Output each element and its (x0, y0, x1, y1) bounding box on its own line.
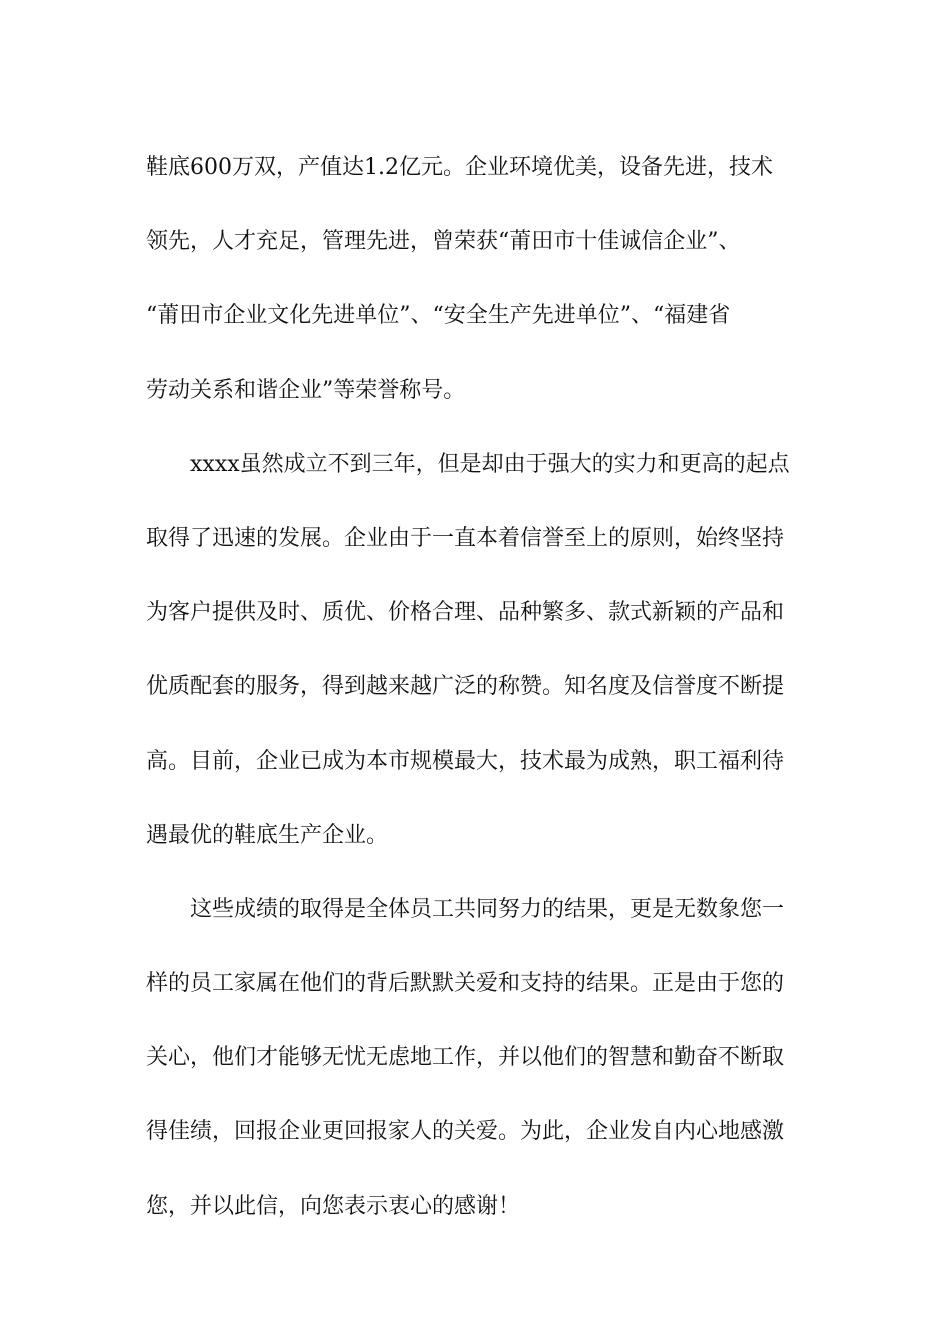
text-line: 高。目前，企业已成为本市规模最大，技术最为成熟，职工福利待 (146, 748, 785, 774)
paragraph-start-line: 这些成绩的取得是全体员工共同努力的结果，更是无数象您一 (190, 896, 785, 922)
text-line: 劳动关系和谐企业”等荣誉称号。 (146, 377, 466, 403)
text-line: 您，并以此信，向您表示衷心的感谢！ (146, 1193, 521, 1219)
text-line: 优质配套的服务，得到越来越广泛的称赞。知名度及信誉度不断提 (146, 674, 785, 700)
text-line: 关心，他们才能够无忧无虑地工作，并以他们的智慧和勤奋不断取 (146, 1045, 785, 1071)
text-line: 为客户提供及时、质优、价格合理、品种繁多、款式新颖的产品和 (146, 600, 785, 626)
text-line: 遇最优的鞋底生产企业。 (146, 822, 389, 848)
text-line: 得佳绩，回报企业更回报家人的关爱。为此，企业发自内心地感激 (146, 1119, 785, 1145)
paragraph-start-line: xxxx虽然成立不到三年，但是却由于强大的实力和更高的起点 (190, 451, 790, 477)
text-line: 领先，人才充足，管理先进，曾荣获“莆田市十佳诚信企业”、 (146, 229, 741, 255)
letter-body (146, 131, 806, 1244)
text-line: 取得了迅速的发展。企业由于一直本着信誉至上的原则，始终坚持 (146, 525, 785, 551)
text-line: 鞋底600万双，产值达1.2亿元。企业环境优美，设备先进，技术 (146, 155, 773, 180)
text-line: “莆田市企业文化先进单位”、“安全生产先进单位”、“福建省 (146, 303, 731, 329)
text-line: 样的员工家属在他们的背后默默关爱和支持的结果。正是由于您的 (146, 971, 785, 997)
